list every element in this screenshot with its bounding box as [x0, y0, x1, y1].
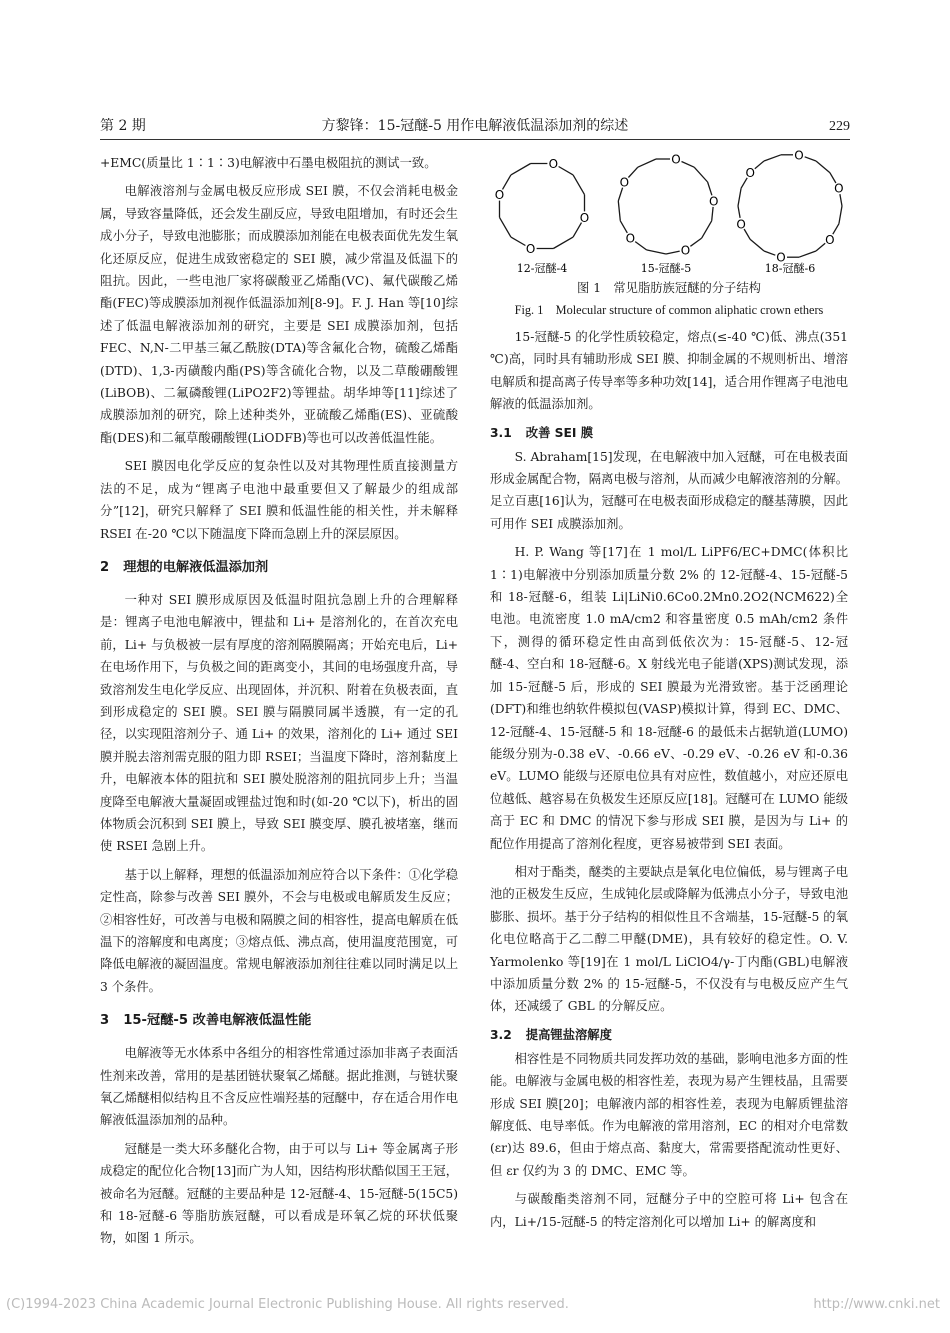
ring-bond: [755, 161, 764, 169]
ring-bond: [618, 201, 620, 221]
paragraph: 一种对 SEI 膜形成原因及低温时阻抗急剧上升的合理解释是：锂离子电池电解液中，锂盐和 Li+ 是溶剂化的，在首次充电前，Li+ 与负极被一层有厚度的溶剂隔膜隔离；开始充电后，Li+ 在电场作用下，与负极之间的距离变小，其间的电场强度升高，导致溶剂发生电化学反应、出现固体，并沉积、附着在负极表面，直到形成稳定的 SEI 膜。SEI 膜与隔膜同属半透膜，有一定的孔径，以实现阻溶剂分子、通 Li+ 的效果，溶剂化的 Li+ 通过 SEI 膜并脱去溶剂需克服的阻力即 RSEI；当温度下降时，溶剂黏度上升，电解液本体的阻抗和 SEI 膜处脱溶剂的阻抗同步上升；当温度降至电解液大量凝固或锂盐过饱和时(如-20 ℃以下)，析出的固体物质会沉积到 SEI 膜上，导致 SEI 膜变厚、膜孔被堵塞，继而使 RSEI 急剧上升。: [100, 592, 458, 854]
paragraph: 相对于酯类，醚类的主要缺点是氧化电位偏低，易与锂离子电池的正极发生反应，生成钝化层或降解为低沸点小分子，导致电池膨胀、损坏。基于分子结构的相似性且不含端基，15-冠醚-5 的氧化电位略高于乙二醇二甲醚(DME)，具有较好的稳定性。O. V. Yarmolenko 等[19]在 1 mol/L LiClO4/γ-丁内酯(GBL)电解液中添加质量分数 2% 的 15-冠醚-5，不仅没有与电极反应产生气体，还减缓了 GBL 的分解反应。: [490, 864, 848, 1014]
ring-bond: [666, 251, 680, 254]
ring-bond: [712, 207, 713, 221]
crown-ether-structures: [490, 148, 850, 276]
cnki-url: http://www.cnki.net: [813, 1297, 940, 1312]
oxygen-atom: O: [619, 175, 630, 190]
ring-bond: [764, 155, 781, 161]
ring-bond: [805, 157, 816, 161]
paragraph: 冠醚是一类大环多醚化合物，由于可以与 Li+ 等金属离子形成稳定的配位化合物[13]而广为人知，因结构形状酷似国王王冠，被命名为冠醚。冠醚的主要品种是 12-冠醚-4、15-冠醚-5(15C5)和 18-冠醚-6 等脂肪族冠醚，可以看成是环氧乙烷的环状低聚物，如图 1 所示。: [100, 1141, 458, 1246]
ring-bond: [500, 217, 511, 237]
subsection-number: 3.2: [490, 1027, 512, 1042]
paragraph: 15-冠醚-5 的化学性质较稳定，熔点(≤-40 ℃)低、沸点(351 ℃)高，同时具有辅助形成 SEI 膜、抑制金属的不规则析出、增溶电解质和提高离子传导率等多种功效[14]，适合用作锂离子电池电解液的低温添加剂。: [490, 330, 848, 412]
issue-number: 第 2 期: [100, 118, 146, 134]
oxygen-atom: O: [494, 188, 505, 203]
crown-ether-label: 15-冠醚-5: [640, 262, 692, 275]
oxygen-atom: O: [671, 152, 681, 167]
ring-bond: [702, 221, 712, 238]
paragraph: S. Abraham[15]发现，在电解液中加入冠醚，可在电极表面形成金属配合物，隔离电极与溶剂，从而减少电解液溶剂的分解。足立百惠[16]认为，冠醚可在电极表面形成稳定的醚基薄膜，因此可用作 SEI 成膜添加剂。: [490, 449, 848, 531]
section-number: 3: [100, 1013, 110, 1029]
ring-bond: [738, 188, 741, 206]
section-heading-2: [100, 557, 458, 579]
figure-crown-ethers: [490, 148, 850, 276]
oxygen-atom: O: [579, 210, 590, 225]
paragraph: 相容性是不同物质共同发挥功效的基础，影响电池多方面的性能。电解液与金属电极的相容性差，表现为易产生锂枝晶，且需要形成 SEI 膜[20]；电解液内部的相容性差，表现为电解质锂盐溶解度低、电导率低。作为电解液的常用溶剂，EC 的相对介电常数(εr)达 89.6，但由于熔点高、黏度大，常需要搭配流动性更好、但 εr 仅约为 3 的 DMC、EMC 等。: [490, 1051, 848, 1178]
crown-ether-label: 12-冠醚-4: [516, 262, 568, 275]
page-number: 229: [829, 119, 850, 134]
left-column: [100, 152, 458, 1256]
ring-bond: [694, 167, 707, 182]
ring-bond: [682, 162, 695, 168]
figure-caption-zh: 图 1 常见脂肪族冠醚的分子结构: [577, 281, 761, 295]
subsection-title: 改善 SEI 膜: [525, 425, 594, 440]
ring-bond: [840, 194, 842, 206]
ring-bond: [618, 188, 622, 201]
paragraph: H. P. Wang 等[17]在 1 mol/L LiPF6/EC+DMC(体积比 1∶1)电解液中分别添加质量分数 2% 的 12-冠醚-4、15-冠醚-5 和 18-冠醚-6，组装 Li|LiNi0.6Co0.2Mn0.2O2(NCM622)全电池。电流密度 1.0 mA/cm2 和容量密度 0.5 mAh/cm2 条件下，测得的循环稳定性由高到低依次为：15-冠醚-5、12-冠醚-4、空白和 18-冠醚-6。X 射线光电子能谱(XPS)测试发现，添加 15-冠醚-5 后，形成的 SEI 膜最为光滑致密。基于泛函理论(DFT)和维也纳软件模拟包(VASP)模拟计算，得到 EC、DMC、12-冠醚-4、15-冠醚-5 和 18-冠醚-6 的最低未占据轨道(LUMO)能级分别为-0.38 eV、-0.66 eV、-0.29 eV、-0.26 eV 和-0.36 eV。LUMO 能级与还原电位具有对应性，数值越小，对应还原电位越低、越容易在负极发生还原反应[18]。冠醚可在 LUMO 能级高于 EC 和 DMC 的情况下参与形成 SEI 膜，是因为与 Li+ 的配位作用提高了溶剂化程度，更容易被带到 SEI 表面。: [490, 545, 848, 851]
oxygen-atom: O: [736, 217, 746, 232]
oxygen-atom: O: [825, 232, 835, 247]
ring-bond: [511, 164, 531, 175]
section-title: 理想的电解液低温添加剂: [123, 559, 269, 575]
ring-bond: [764, 251, 775, 255]
section-title: 15-冠醚-5 改善电解液低温性能: [123, 1013, 312, 1029]
ring-bond: [511, 237, 526, 245]
right-column: [490, 148, 848, 1239]
ring-bond: [559, 167, 574, 175]
ring-bond: [799, 251, 816, 257]
paragraph: 电解液等无水体系中各组分的相容性常通过添加非离子表面活性剂来改善，常用的是基团链状聚氧乙烯醚。据此推测，与链状聚氧乙烯醚相似结构且不含反应性端羟基的冠醚中，存在适合用作电解液低温添加剂的品种。: [100, 1046, 458, 1128]
ring-bond: [690, 238, 701, 246]
oxygen-atom: O: [834, 181, 844, 196]
paragraph: 与碳酸酯类溶剂不同，冠醚分子中的空腔可将 Li+ 包含在内，Li+/15-冠醚-5 的特定溶剂化可以增加 Li+ 的解离度和: [490, 1192, 848, 1229]
subsection-number: 3.1: [490, 425, 512, 440]
oxygen-atom: O: [745, 166, 755, 181]
ring-bond: [708, 182, 712, 195]
running-header: [100, 113, 850, 140]
paragraph: +EMC(质量比 1∶1∶3)电解液中石墨电极阻抗的测试一致。: [100, 156, 437, 170]
ring-bond: [638, 159, 656, 167]
ring-bond: [816, 243, 825, 251]
paragraph: 电解液溶剂与金属电极反应形成 SEI 膜，不仅会消耗电极金属，导致容量降低，还会发生副反应，导致电阻增加，有时还会生成小分子，导致电池膨胀；而成膜添加剂能在电极表面优先发生氧化还原反应，促进生成致密稳定的 SEI 膜，减少常温及低温下的阻抗。因此，一些电池厂家将碳酸亚乙烯酯(VC)、氟代碳酸乙烯酯(FEC)等成膜添加剂视作低温添加剂[8-9]。F. J. Han 等[10]综述了低温电解液添加剂的研究，主要是 SEI 成膜添加剂，包括 FEC、N,N-二甲基三氟乙酰胺(DTA)等含氟化合物，硫酸乙烯酯(DTD)、1,3-丙磺酸内酯(PS)等含硫化合物，以及二草酸硼酸锂(LiBOB)、二氟磷酸锂(LiPO2F2)等锂盐。胡华坤等[11]综述了成膜添加剂的研究，除上述种类外，亚硫酸乙烯酯(ES)、亚硫酸酯(DES)和二氟草酸硼酸锂(LiODFB)等也可以改善低温性能。: [100, 184, 458, 445]
copyright-text: (C)1994-2023 China Academic Journal Electronic Publishing House. All rights reserved.: [6, 1297, 569, 1312]
oxygen-atom: O: [794, 148, 804, 163]
crown-ether-label: 18-冠醚-6: [764, 262, 816, 275]
oxygen-atom: O: [525, 242, 536, 256]
section-number: 2: [100, 559, 110, 575]
subsection-heading-3-1: [490, 422, 848, 444]
ring-bond: [553, 237, 573, 248]
running-title: 方黎锋：15-冠醚-5 用作电解液低温添加剂的综述: [321, 118, 629, 134]
oxygen-atom: O: [548, 157, 559, 171]
oxygen-atom: O: [625, 231, 636, 246]
subsection-heading-3-2: [490, 1024, 848, 1046]
subsection-title: 提高锂盐溶解度: [525, 1027, 612, 1042]
ring-bond: [738, 206, 740, 218]
ring-bond: [628, 167, 637, 177]
ring-bond: [750, 239, 764, 251]
copyright-footer: [0, 1297, 950, 1317]
ring-bond: [573, 175, 584, 195]
ring-bond: [816, 161, 830, 173]
ring-bond: [635, 242, 646, 250]
figure-caption-en: Fig. 1 Molecular structure of common aliphatic crown ethers: [514, 303, 824, 317]
ring-bond: [647, 250, 667, 254]
paragraph: 基于以上解释，理想的低温添加剂应符合以下条件：①化学稳定性高，除参与改善 SEI 膜外，不会与电极或电解质发生反应；②相容性好，可改善与电极和隔膜之间的相容性，提高电解质在低温下的溶解度和电离度；③熔点低、沸点高，使用温度范围宽，可降低电解液的凝固温度。常规电解液添加剂往往难以同时满足以上 3 个条件。: [100, 867, 458, 994]
ring-bond: [839, 206, 842, 224]
oxygen-atom: O: [680, 243, 691, 258]
section-heading-3: [100, 1010, 458, 1032]
oxygen-atom: O: [776, 250, 786, 265]
oxygen-atom: O: [708, 194, 719, 209]
paragraph: SEI 膜因电化学反应的复杂性以及对其物理性质直接测量方法的不足，成为“锂离子电池中最重要但又了解最少的组成部分”[12]，研究只解释了 SEI 膜和低温性能的相关性，并未解释 RSEI 在-20 ℃以下随温度下降而急剧上升的深层原因。: [100, 459, 458, 541]
